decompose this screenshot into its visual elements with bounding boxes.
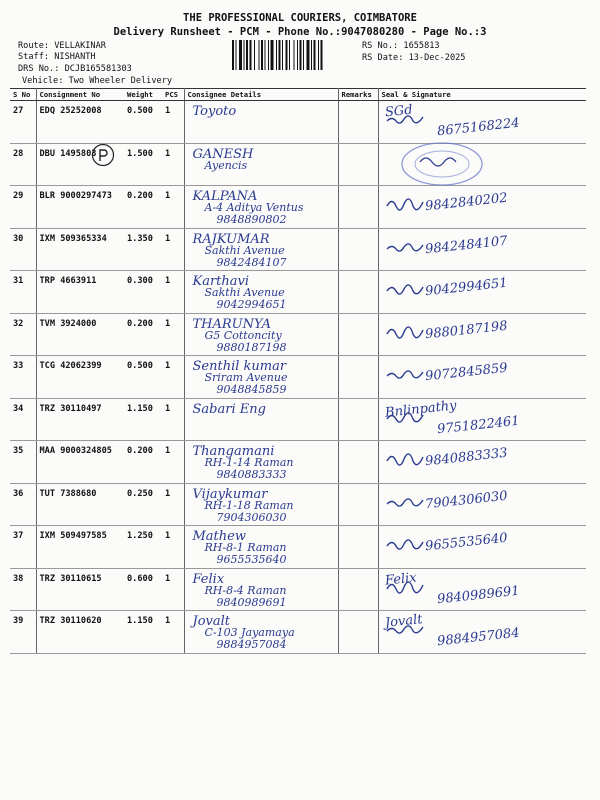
- table-row: [10, 356, 586, 399]
- col-header-consignee: Consignee Details: [184, 89, 338, 101]
- consignee-handwriting: A-4 Aditya Ventus: [204, 201, 304, 214]
- seal-handwriting: 9884957084: [435, 625, 520, 650]
- drs-number: DRS No.: DCJB165581303: [18, 64, 132, 74]
- signature-scribble-icon: [385, 235, 425, 261]
- consignee-handwriting: RH-1-18 Raman: [204, 498, 294, 512]
- cell-consignment: TVM 3924000: [36, 313, 124, 356]
- cell-pcs: 1: [162, 356, 184, 399]
- cell-sno: 38: [10, 568, 36, 611]
- cell-pcs: 1: [162, 271, 184, 314]
- cell-seal: [378, 441, 586, 484]
- cell-weight: 0.200: [124, 186, 162, 229]
- cell-sno: 28: [10, 143, 36, 186]
- cell-weight: 1.150: [124, 611, 162, 654]
- seal-handwriting: Felix: [383, 569, 417, 589]
- cell-pcs: 1: [162, 228, 184, 271]
- cell-pcs: 1: [162, 101, 184, 144]
- col-header-weight: Weight: [124, 89, 162, 101]
- consignee-handwriting: Ayencis: [204, 158, 248, 172]
- seal-handwriting: 9880187198: [423, 318, 508, 342]
- col-header-sno: S No: [10, 89, 36, 101]
- consignee-handwriting: Vijaykumar: [192, 486, 268, 502]
- cell-pcs: 1: [162, 398, 184, 441]
- cell-consignment: MAA 9000324805: [36, 441, 124, 484]
- signature-scribble-icon: [385, 447, 425, 473]
- cell-consignee: [184, 611, 338, 654]
- table-row: [10, 228, 586, 271]
- cell-weight: 1.150: [124, 398, 162, 441]
- cell-seal: [378, 228, 586, 271]
- cell-remarks: [338, 356, 378, 399]
- consignee-handwriting: 9042994651: [216, 298, 287, 311]
- runsheet-table: [10, 88, 586, 654]
- consignee-handwriting: RH-1-14 Raman: [204, 456, 294, 469]
- cell-weight: 1.250: [124, 526, 162, 569]
- consignee-handwriting: 9655535640: [216, 553, 287, 566]
- seal-handwriting: 9655535640: [423, 530, 508, 555]
- consignee-handwriting: Felix: [192, 571, 225, 587]
- signature-scribble-icon: [385, 362, 425, 388]
- consignee-handwriting: RH-8-1 Raman: [204, 541, 287, 554]
- rs-date: RS Date: 13-Dec-2025: [362, 53, 466, 63]
- cell-pcs: 1: [162, 441, 184, 484]
- cell-consignee: [184, 526, 338, 569]
- cell-consignee: [184, 228, 338, 271]
- cell-weight: 0.500: [124, 101, 162, 144]
- seal-handwriting: 9840883333: [423, 445, 508, 470]
- consignee-handwriting: 9880187198: [216, 340, 287, 354]
- cell-consignee: [184, 186, 338, 229]
- cell-consignment: TRP 4663911: [36, 271, 124, 314]
- cell-consignee: [184, 483, 338, 526]
- cell-sno: 39: [10, 611, 36, 654]
- table-header-row: [10, 89, 586, 101]
- seal-handwriting: 9842840202: [423, 190, 508, 215]
- cell-consignee: [184, 356, 338, 399]
- consignee-handwriting: Sriram Avenue: [204, 371, 288, 384]
- cell-sno: 36: [10, 483, 36, 526]
- consignee-handwriting: Karthavi: [192, 274, 250, 289]
- consignee-handwriting: 9840883333: [216, 468, 287, 481]
- cell-pcs: 1: [162, 611, 184, 654]
- cell-consignment: BLR 9000297473: [36, 186, 124, 229]
- cell-remarks: [338, 483, 378, 526]
- cell-consignment: DBU 1495803: [36, 143, 124, 186]
- cell-sno: 29: [10, 186, 36, 229]
- signature-scribble-icon: [385, 532, 425, 558]
- cell-pcs: 1: [162, 313, 184, 356]
- table-row: [10, 441, 586, 484]
- consignee-handwriting: THARUNYA: [192, 316, 271, 332]
- seal-handwriting: 9042994651: [423, 275, 508, 300]
- cell-consignee: [184, 271, 338, 314]
- col-header-consignment: Consignment No: [36, 89, 124, 101]
- cell-consignment: TRZ 30110497: [36, 398, 124, 441]
- cell-consignment: IXM 509365334: [36, 228, 124, 271]
- cell-consignment: TRZ 30110620: [36, 611, 124, 654]
- consignee-handwriting: Jovalt: [192, 614, 231, 629]
- consignee-handwriting: 9840989691: [216, 595, 287, 609]
- cell-consignment: TCG 42062399: [36, 356, 124, 399]
- consignee-handwriting: 9848890802: [216, 213, 287, 226]
- table-row: [10, 398, 586, 441]
- vehicle-label: Vehicle: Two Wheeler Delivery: [22, 76, 173, 86]
- table-row: [10, 313, 586, 356]
- cell-sno: 31: [10, 271, 36, 314]
- runsheet-subtitle: Delivery Runsheet - PCM - Phone No.:9047080280 - Page No.:3: [113, 26, 487, 38]
- cell-remarks: [338, 611, 378, 654]
- cell-sno: 30: [10, 228, 36, 271]
- rs-number: RS No.: 1655813: [362, 41, 440, 51]
- cell-seal: [378, 398, 586, 441]
- cell-weight: 1.500: [124, 143, 162, 186]
- seal-handwriting: 9751822461: [435, 413, 520, 437]
- cell-seal: [378, 526, 586, 569]
- cell-pcs: 1: [162, 568, 184, 611]
- signature-scribble-icon: [385, 490, 425, 516]
- cell-sno: 32: [10, 313, 36, 356]
- table-row: [10, 483, 586, 526]
- consignee-handwriting: Mathew: [192, 529, 246, 544]
- barcode-icon: [232, 40, 358, 70]
- cell-consignee: [184, 143, 338, 186]
- cell-sno: 34: [10, 398, 36, 441]
- consignee-handwriting: Senthil kumar: [192, 359, 287, 374]
- cell-consignee: [184, 101, 338, 144]
- seal-handwriting: 9842484107: [423, 233, 508, 257]
- cell-sno: 27: [10, 101, 36, 144]
- cell-seal: [378, 483, 586, 526]
- consignee-handwriting: Sakthi Avenue: [204, 243, 285, 257]
- cell-sno: 37: [10, 526, 36, 569]
- consignee-handwriting: KALPANA: [192, 189, 258, 204]
- cell-sno: 35: [10, 441, 36, 484]
- cell-pcs: 1: [162, 483, 184, 526]
- cell-weight: 0.300: [124, 271, 162, 314]
- signature-scribble-icon: [385, 192, 425, 218]
- cell-consignee: [184, 313, 338, 356]
- cell-weight: 0.500: [124, 356, 162, 399]
- cell-remarks: [338, 101, 378, 144]
- circled-p-mark-icon: [91, 143, 115, 167]
- cell-remarks: [338, 271, 378, 314]
- consignee-handwriting: Toyoto: [192, 104, 237, 119]
- consignee-handwriting: 9048845859: [216, 383, 287, 396]
- cell-seal: [378, 568, 586, 611]
- cell-seal: [378, 313, 586, 356]
- seal-handwriting: 9072845859: [423, 360, 508, 385]
- col-header-pcs: PCS: [162, 89, 184, 101]
- cell-consignee: [184, 398, 338, 441]
- cell-weight: 1.350: [124, 228, 162, 271]
- seal-handwriting: Jovalt: [383, 612, 423, 631]
- col-header-seal: Seal & Signature: [378, 89, 586, 101]
- cell-seal: [378, 186, 586, 229]
- col-header-remarks: Remarks: [338, 89, 378, 101]
- table-row: [10, 526, 586, 569]
- seal-handwriting: 8675168224: [435, 115, 520, 140]
- cell-consignee: [184, 441, 338, 484]
- seal-handwriting: 7904306030: [423, 488, 508, 512]
- cell-remarks: [338, 186, 378, 229]
- cell-pcs: 1: [162, 186, 184, 229]
- consignee-handwriting: Sakthi Avenue: [204, 286, 285, 299]
- cell-pcs: 1: [162, 526, 184, 569]
- cell-remarks: [338, 398, 378, 441]
- consignee-handwriting: C-103 Jayamaya: [204, 626, 295, 639]
- table-row: [10, 611, 586, 654]
- cell-remarks: [338, 228, 378, 271]
- cell-seal: [378, 356, 586, 399]
- table-row: [10, 186, 586, 229]
- cell-consignment: IXM 509497585: [36, 526, 124, 569]
- seal-handwriting: Bnlinpathy: [383, 397, 457, 421]
- consignee-handwriting: 7904306030: [216, 510, 287, 524]
- consignee-handwriting: RH-8-4 Raman: [204, 583, 287, 597]
- table-row: [10, 101, 586, 144]
- cell-sno: 33: [10, 356, 36, 399]
- consignee-handwriting: GANESH: [192, 146, 254, 162]
- cell-seal: [378, 101, 586, 144]
- cell-consignment: TRZ 30110615: [36, 568, 124, 611]
- cell-remarks: [338, 526, 378, 569]
- consignee-handwriting: 9842484107: [216, 255, 287, 269]
- route-label: Route: VELLAKINAR: [18, 41, 106, 51]
- signature-scribble-icon: [385, 320, 425, 346]
- consignee-handwriting: G5 Cottoncity: [204, 328, 282, 342]
- seal-handwriting: SGd: [383, 102, 413, 121]
- cell-weight: 0.200: [124, 441, 162, 484]
- seal-handwriting: 9840989691: [435, 583, 520, 607]
- cell-remarks: [338, 568, 378, 611]
- cell-consignment: EDQ 25252008: [36, 101, 124, 144]
- cell-remarks: [338, 441, 378, 484]
- consignee-handwriting: RAJKUMAR: [192, 231, 270, 247]
- cell-consignee: [184, 568, 338, 611]
- seal-stamp-icon: [398, 140, 486, 188]
- company-title: THE PROFESSIONAL COURIERS, COIMBATORE: [183, 12, 417, 24]
- table-row: [10, 271, 586, 314]
- cell-remarks: [338, 143, 378, 186]
- cell-seal: [378, 271, 586, 314]
- consignee-handwriting: Sabari Eng: [192, 401, 266, 417]
- cell-weight: 0.200: [124, 313, 162, 356]
- staff-label: Staff: NISHANTH: [18, 52, 96, 62]
- cell-seal: [378, 611, 586, 654]
- consignee-handwriting: 9884957084: [216, 638, 287, 651]
- table-row: [10, 568, 586, 611]
- cell-consignment: TUT 7388680: [36, 483, 124, 526]
- cell-remarks: [338, 313, 378, 356]
- cell-weight: 0.600: [124, 568, 162, 611]
- cell-pcs: 1: [162, 143, 184, 186]
- signature-scribble-icon: [385, 277, 425, 303]
- cell-weight: 0.250: [124, 483, 162, 526]
- consignee-handwriting: Thangamani: [192, 444, 275, 459]
